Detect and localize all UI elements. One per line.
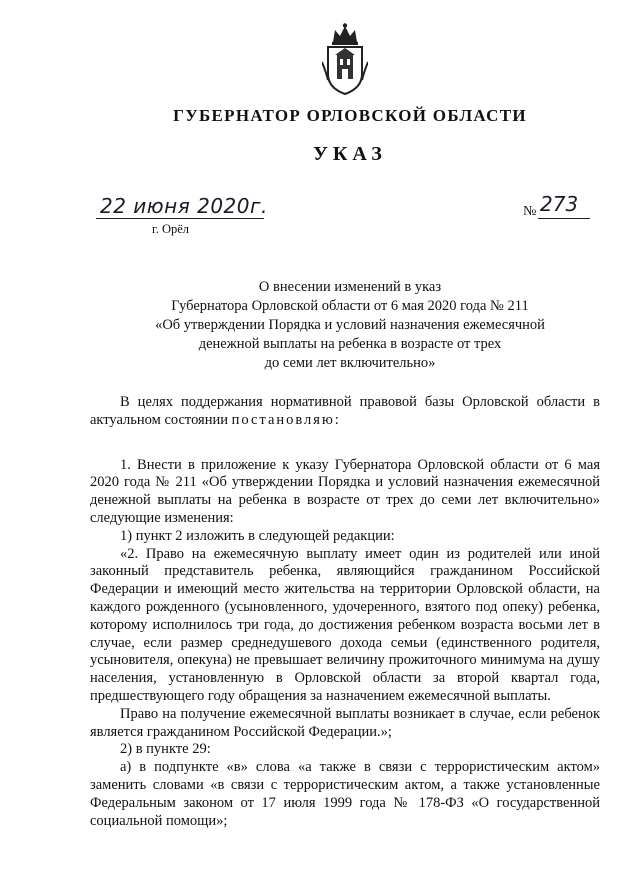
number-handwritten: 273: [540, 192, 579, 216]
intro-text: В целях поддержания нормативной правовой базы Орловской области в актуальном состоянии: [90, 394, 600, 428]
number-underline: [538, 218, 590, 219]
paragraph-quoted-2: «2. Право на ежемесячную выплату имеет один из родителей или иной законный представитель ребенка, являющийся гражданином Российской Федерации и имеющий место жительства на территории Орловской области, на каждого рожденного (усыновленного, удочеренного, взятого под опеку) ребенка, которому исполнилось три года, до достижения ребенком возраста восьми лет в случае, если размер среднедушевого дохода семьи (единственного родителя, усыновителя, опекуна) не превышает величину прожиточного минимума на душу населения, установленную в Орловской области за второй квартал года, предшествующего году обращения за назначением ежемесячной выплаты.: [90, 545, 600, 704]
date-handwritten: 22 июня 2020г.: [100, 194, 268, 218]
paragraph-1: 1. Внести в приложение к указу Губернатора Орловской области от 6 мая 2020 года № 211 «Об утверждении Порядка и условий назначения ежемесячной денежной выплаты на ребенка в возрасте от трех до семи лет включительно» следующие изменения:: [90, 456, 600, 526]
document-type: УКАЗ: [313, 143, 387, 165]
paragraph-right-arises: Право на получение ежемесячной выплаты возникает в случае, если ребенок является гражданином Российской Федерации.»;: [90, 705, 600, 740]
heading-line: О внесении изменений в указ: [258, 279, 442, 295]
number-sign: №: [523, 204, 537, 219]
date-underline: [96, 218, 264, 219]
heading-line: денежной выплаты на ребенка в возрасте от трех: [198, 336, 502, 352]
heading-line: Губернатора Орловской области от 6 мая 2020 года № 211: [171, 298, 529, 314]
document-heading: [110, 278, 590, 373]
issuing-authority: ГУБЕРНАТОР ОРЛОВСКОЙ ОБЛАСТИ: [173, 106, 527, 125]
intro-colon: :: [334, 411, 339, 428]
coat-of-arms-emblem: [322, 22, 368, 96]
heading-line: «Об утверждении Порядка и условий назначения ежемесячной: [155, 317, 545, 333]
paragraph-subitem-a: а) в подпункте «в» слова «а также в связи с террористическим актом» заменить словами «в связи с террористическим актом, а также установленные Федеральным законом от 17 июля 1999 года № 178-ФЗ «О государственной социальной помощи»;: [90, 759, 600, 829]
paragraph-1-2: 2) в пункте 29:: [120, 741, 211, 758]
document-body: [90, 394, 600, 830]
intro-paragraph: [90, 394, 600, 430]
decree-keyword: постановляю: [231, 411, 335, 428]
city-label: г. Орёл: [152, 222, 190, 236]
paragraph-1-1: 1) пункт 2 изложить в следующей редакции:: [120, 527, 395, 544]
heading-line: до семи лет включительно»: [264, 355, 436, 371]
